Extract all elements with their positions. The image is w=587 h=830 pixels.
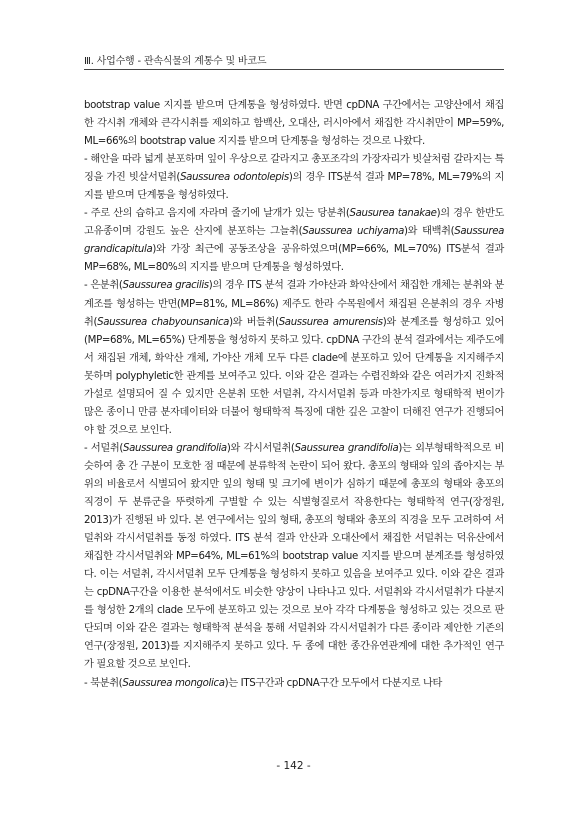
header-divider (84, 69, 504, 70)
text-run: )의 경우 한반도 고유종이며 강원도 높은 산지에 분포하는 그늘취( (84, 208, 504, 238)
species-name: Saussurea grandicapitula (84, 226, 505, 256)
text-run: - 해안을 따라 넓게 분포하며 잎이 우상으로 갈라지고 총포조각의 가장자리가 빗살처럼 갈라지는 특징을 가진 빗살서덜취( (84, 154, 504, 184)
text-run: - 서덜취( (84, 442, 123, 454)
species-name: Saussurea uchiyama (302, 226, 405, 238)
species-name: Sausurea tanakae (349, 208, 437, 220)
text-run: - 주로 산의 습하고 음지에 자라며 줄기에 날개가 있는 당분취( (84, 208, 350, 220)
species-name: Saussurea odontolepis (180, 172, 289, 184)
text-run: - 북분취( (84, 677, 123, 689)
paragraph (84, 97, 504, 151)
page-header: Ⅲ. 사업수행 - 관속식물의 계통수 및 바코드 (84, 56, 267, 67)
species-name: Saussurea mongolica (122, 677, 225, 689)
paragraph (84, 151, 504, 205)
text-run: )와 각시서덜취( (226, 442, 295, 454)
text-run: )와 가장 최근에 공동조상을 공유하였으며(MP=66%, ML=70%) ITS분석 결과 MP=68%, ML=80%의 지지를 받으며 단계통을 형성하였다. (84, 244, 504, 274)
text-run: )는 ITS구간과 cpDNA구간 모두에서 다분지로 나타 (224, 677, 442, 689)
text-run: )와 분계조를 형성하고 있어(MP=68%, ML=65%) 단계통을 형성하지 못하고 있다. cpDNA 구간의 분석 결과에서는 제주도에서 채집된 개체, 화악산 개체, 가야산 개체 모두 다른 clade에 분포하고 있어 단계통을 지지해주지 못하며 polyphyletic한 관계를 보여주고 있다. 이와 같은 결과는 수렴진화와 같은 여러가지 진화적 가설로 설명되어 질 수 있지만 은분취 또한 서덜취, 각시서덜취 등과 마찬가지로 형태학적 변이가 많은 종이니 만큼 분자데이터와 더불어 형태학적 특징에 대한 깊은 고찰이 더해진 연구가 진행되어야 할 것으로 보인다. (84, 316, 504, 436)
text-run: )와 버들취( (229, 316, 279, 328)
text-run: )의 경우 ITS분석 결과 MP=78%, ML=79%의 지지를 받으며 단계통을 형성하였다. (84, 172, 504, 202)
paragraph (84, 675, 504, 693)
paragraph (84, 277, 504, 439)
text-run: )는 외부형태학적으로 비슷하여 총 간 구분이 모호한 점 때문에 분류학적 논란이 되어 왔다. 총포의 형태와 잎의 좁아지는 부위의 비율로서 식별되어 왔지만 잎의 형태 및 크기에 변이가 심하기 때문에 총포의 형태와 총포의 직경이 두 분류군을 뚜렷하게 구별할 수 있는 식별형질로서 작용한다는 형태학적 연구(장정원, 2013)가 진행된 바 있다. 본 연구에서는 잎의 형태, 총포의 형태와 총포의 직경을 모두 고려하여 서덜취와 각시서덜취를 동정 하였다. ITS 분석 결과 안산과 오대산에서 채집한 서덜취는 덕유산에서 채집한 각시서덜취와 MP=64%, ML=61%의 bootstrap value 지지를 받으며 분계조를 형성하였다. 이는 서덜취, 각시서덜취 모두 단계통을 형성하지 못하고 있음을 보여주고 있다. 이와 같은 결과는 cpDNA구간을 이용한 분석에서도 비슷한 양상이 나타나고 있다. 서덜취와 각시서덜취가 다분지를 형성한 2개의 clade 모두에 분포하고 있는 것으로 보아 각각 다계통을 형성하고 있는 것으로 판단되며 이와 같은 결과는 형태학적 분석을 통해 서덜취와 각시서덜취가 다른 종이라 제안한 기존의 연구(장정원, 2013)를 지지해주지 못하고 있다. 두 종에 대한 종간유연관계에 대한 추가적인 연구가 필요할 것으로 보인다. (84, 442, 505, 671)
paragraph (84, 205, 504, 277)
paragraph (84, 440, 504, 675)
body-text (84, 97, 504, 693)
species-name: Saussurea gracilis (122, 280, 209, 292)
page-number: - 142 - (276, 760, 311, 772)
text-run: )와 태백취( (404, 226, 455, 238)
species-name: Saussurea amurensis (278, 316, 383, 328)
species-name: Saussurea chabyounsanica (97, 316, 230, 328)
text-run: bootstrap value 지지를 받으며 단계통을 형성하였다. 반면 cpDNA 구간에서는 고양산에서 채집한 각시취 개체와 큰각시취를 제외하고 함백산, 오대산, 러시아에서 채집한 각시취만이 MP=59%, ML=66%의 bootstrap value 지지를 받으며 단계통을 형성하는 것으로 나왔다. (84, 100, 504, 148)
species-name: Saussurea grandifolia (294, 442, 399, 454)
species-name: Saussurea grandifolia (122, 442, 227, 454)
text-run: )의 경우 ITS 분석 결과 가야산과 화악산에서 채집한 개체는 분취와 분계조를 형성하는 반면(MP=81%, ML=86%) 제주도 한라 수목원에서 채집된 은분취의 경우 자병취( (84, 280, 504, 328)
text-run: - 은분취( (84, 280, 123, 292)
